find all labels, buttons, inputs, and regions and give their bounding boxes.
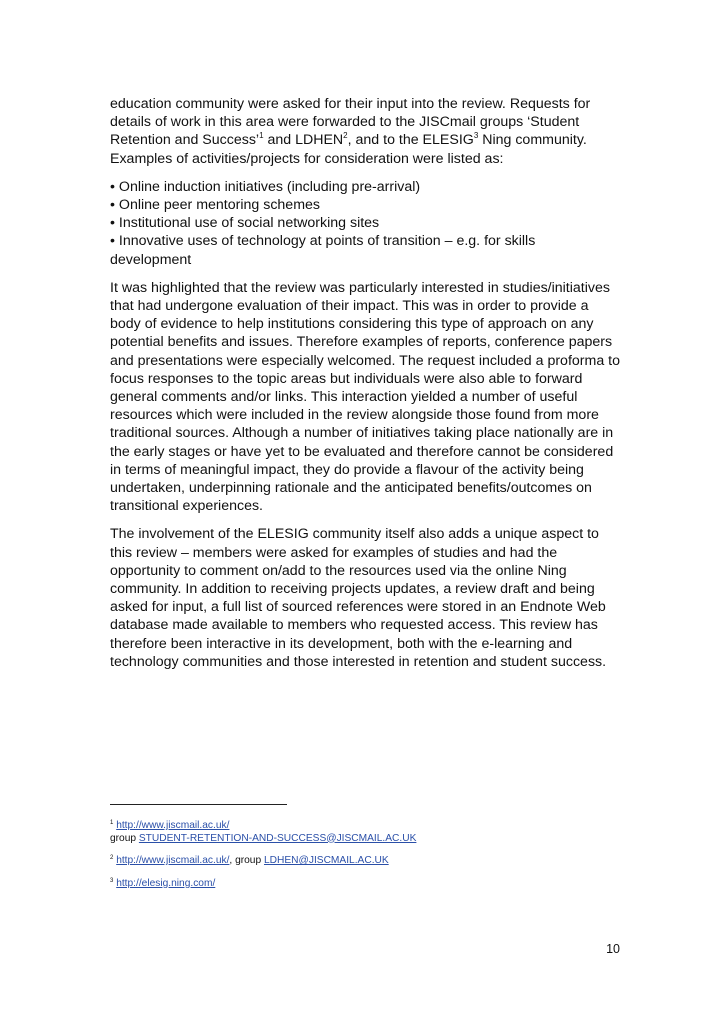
- list-item: • Online induction initiatives (including pre-arrival): [110, 178, 421, 195]
- footnote-1-group-prefix: group: [110, 832, 139, 844]
- footnote-2-group-prefix: , group: [229, 855, 264, 866]
- footnote-1-url-link[interactable]: http://www.jiscmail.ac.uk/: [116, 820, 230, 831]
- paragraph-intro-part3: , and to the ELESIG: [347, 132, 474, 149]
- paragraph-evaluation: It was highlighted that the review was particularly interested in studies/initiatives that had undergone evaluation of their impact. This was in order to provide a body of evidence to help institutions considering this type of approach on any potential benefits and issues. Therefore examples of reports, conference papers and presentations were especially welcomed. The request included a proforma to focus responses to the topic areas but individuals were also able to forward general comments and/or links. This interaction yielded a number of useful resources which were included in the review alongside those found from more traditional sources. Although a number of initiatives taking place nationally are in the early stages or have yet to be evaluated and therefore cannot be considered in terms of meaningful impact, they do provide a flavour of the activity being undertaken, underpinning rationale and the anticipated benefits/outcomes on transitional experiences.: [110, 279, 620, 515]
- footnote-3-url-link[interactable]: http://elesig.ning.com/: [116, 877, 216, 889]
- footnote-number: 2: [110, 855, 114, 861]
- paragraph-elesig-involvement: The involvement of the ELESIG community itself also adds a unique aspect to this review – members were asked for examples of studies and had the opportunity to comment on/add to the resources used via the online Ning community. In addition to receiving projects updates, a review draft and being asked for input, a full list of sourced references were stored in an Endnote Web database made available to members who requested access. This review has therefore been interactive in its development, both with the e-learning and technology communities and those interested in retention and student success.: [110, 526, 607, 670]
- page-number: 10: [606, 942, 620, 956]
- footnote-1: [110, 820, 620, 845]
- list-item: • Innovative uses of technology at points of transition – e.g. for skills development: [110, 233, 536, 268]
- footnote-divider: [110, 804, 287, 805]
- paragraph-intro-part2: and LDHEN: [263, 132, 344, 149]
- footnote-3: [110, 878, 620, 891]
- footnote-ref-2[interactable]: 2: [343, 131, 348, 141]
- body-text: [110, 95, 620, 681]
- footnote-2-group-link[interactable]: LDHEN@JISCMAIL.AC.UK: [263, 855, 389, 866]
- footnotes: [110, 820, 620, 900]
- list-item: • Institutional use of social networking sites: [110, 215, 380, 232]
- footnote-ref-3[interactable]: 3: [473, 131, 479, 141]
- footnote-1-group-link[interactable]: STUDENT-RETENTION-AND-SUCCESS@JISCMAIL.AC.UK: [138, 832, 417, 844]
- footnote-number: 1: [110, 820, 114, 826]
- paragraph-intro: [110, 95, 620, 168]
- footnote-number: 3: [110, 877, 114, 884]
- footnote-ref-1[interactable]: 1: [259, 131, 264, 141]
- footnote-2-url-link[interactable]: http://www.jiscmail.ac.uk/: [116, 855, 230, 866]
- footnote-2: [110, 855, 620, 868]
- list-item: • Online peer mentoring schemes: [110, 197, 320, 214]
- activities-list: [110, 178, 620, 269]
- paragraph-intro-part1: education community were asked for their input into the review. Requests for details of work in this area were forwarded to the JISCmail groups ‘Student Retention and Success’: [110, 96, 591, 149]
- paragraph-intro-part4: Ning community. Examples of activities/projects for consideration were listed as:: [110, 132, 587, 167]
